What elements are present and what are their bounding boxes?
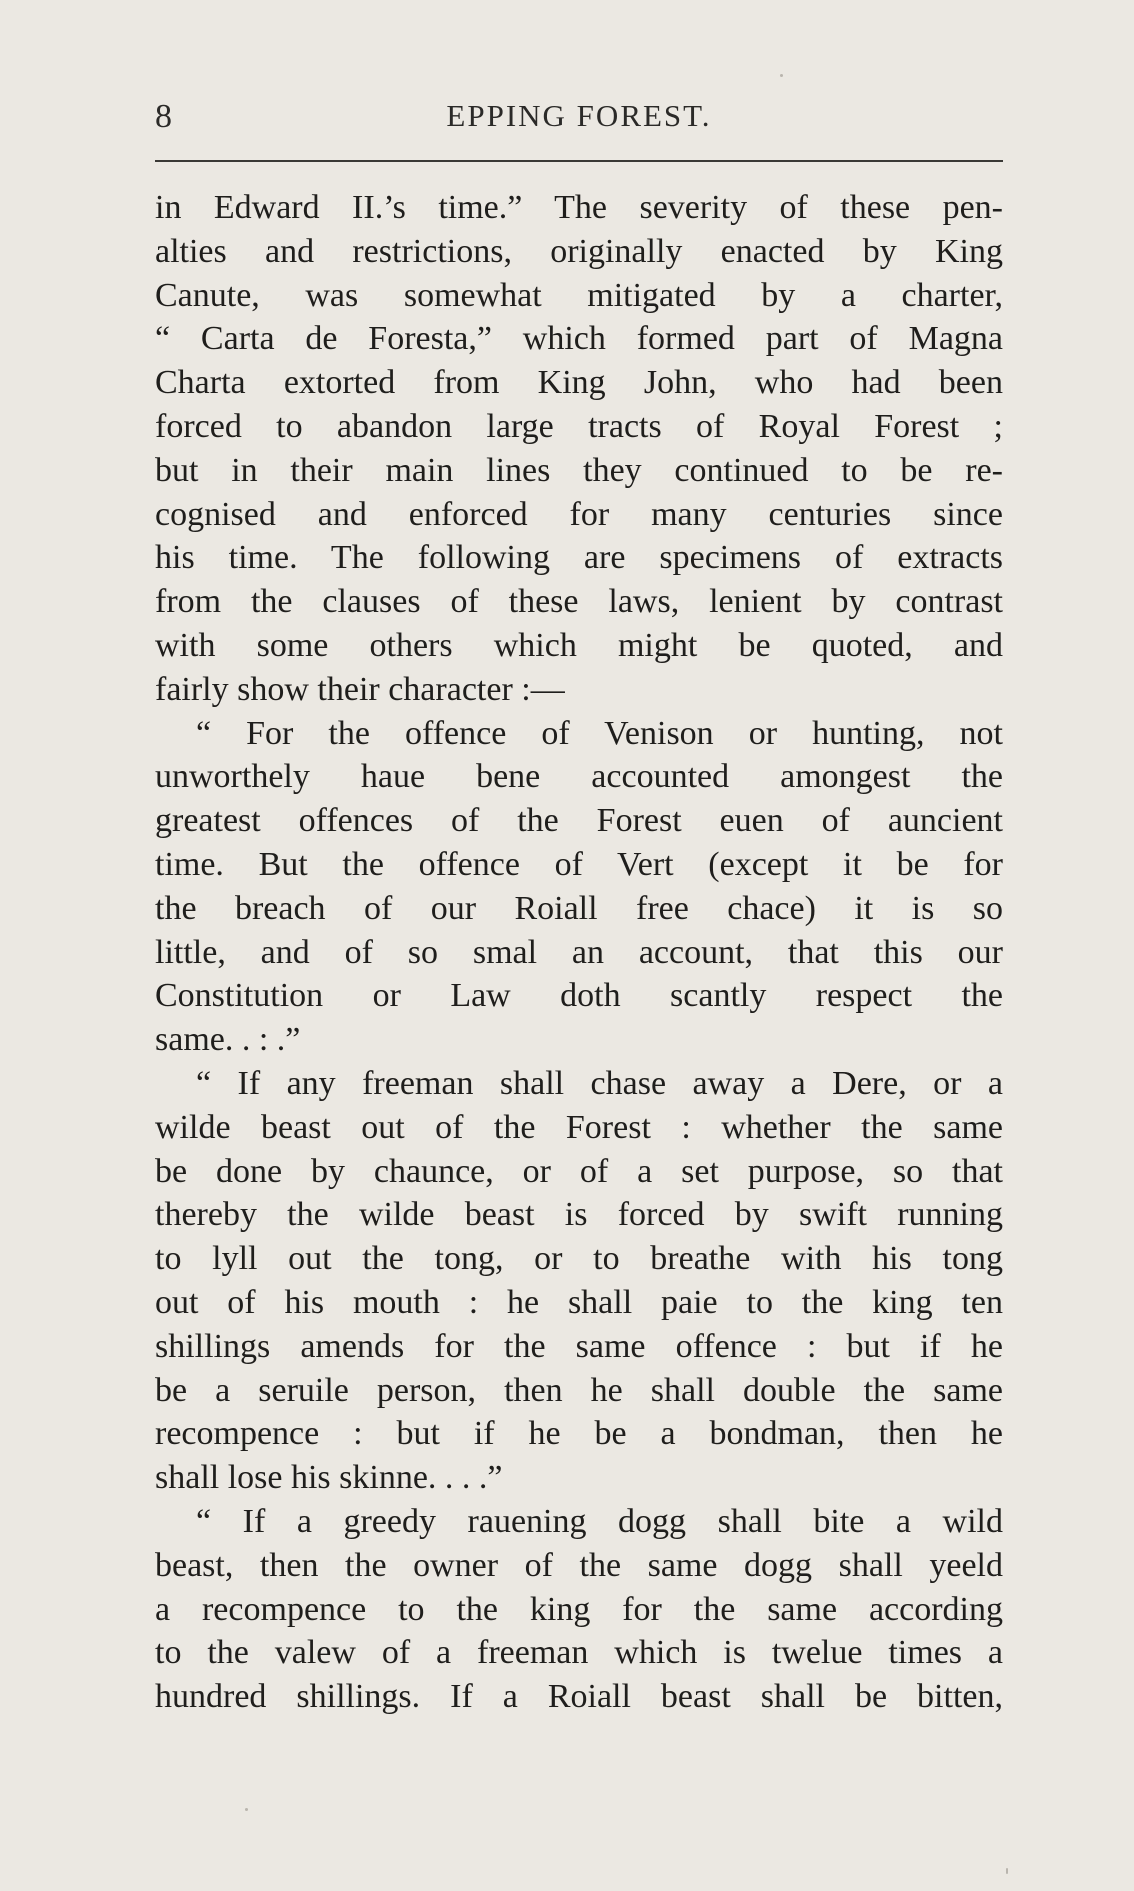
text-line: Constitution or Law doth scantly respect the xyxy=(155,977,1003,1015)
text-line: greatest offences of the Forest euen of auncient xyxy=(155,802,1003,840)
text-line: shillings amends for the same offence : but if he xyxy=(155,1327,1003,1365)
text-line: fairly show their character :— xyxy=(155,670,565,708)
text-line: Canute, was somewhat mitigated by a charter, xyxy=(155,276,1003,314)
paper-speck xyxy=(780,74,783,77)
text-line: be a seruile person, then he shall double the same xyxy=(155,1371,1003,1409)
text-line: wilde beast out of the Forest : whether the same xyxy=(155,1108,1003,1146)
running-head: EPPING FOREST. xyxy=(446,98,712,133)
text-line: his time. The following are specimens of extracts xyxy=(155,539,1003,577)
text-line: alties and restrictions, originally enacted by King xyxy=(155,232,1003,270)
text-line: shall lose his skinne. . . .” xyxy=(155,1459,503,1497)
text-line: recompence : but if he be a bondman, then he xyxy=(155,1415,1003,1453)
text-line: but in their main lines they continued to be re- xyxy=(155,451,1003,489)
body-text xyxy=(155,186,1003,1719)
text-line: to the valew of a freeman which is twelue times a xyxy=(155,1634,1003,1672)
text-line: thereby the wilde beast is forced by swift running xyxy=(155,1196,1003,1234)
text-line: time. But the offence of Vert (except it be for xyxy=(155,845,1003,883)
header-rule xyxy=(155,160,1003,162)
text-line: little, and of so smal an account, that this our xyxy=(155,933,1003,971)
text-line: the breach of our Roiall free chace) it is so xyxy=(155,889,1003,927)
text-line: beast, then the owner of the same dogg shall yeeld xyxy=(155,1546,1003,1584)
text-line: Charta extorted from King John, who had been xyxy=(155,364,1003,402)
text-line: be done by chaunce, or of a set purpose, so that xyxy=(155,1152,1003,1190)
text-line: same. . : .” xyxy=(155,1021,301,1059)
text-line: in Edward II.’s time.” The severity of these pen- xyxy=(155,189,1003,226)
paper-speck xyxy=(245,1808,248,1811)
text-line: “ For the offence of Venison or hunting, not xyxy=(196,714,1003,752)
text-line: forced to abandon large tracts of Royal Forest ; xyxy=(155,407,1003,445)
page-header xyxy=(155,94,1003,142)
text-line: with some others which might be quoted, and xyxy=(155,626,1003,664)
text-line: to lyll out the tong, or to breathe with his tong xyxy=(155,1240,1003,1278)
text-line: hundred shillings. If a Roiall beast shall be bitten, xyxy=(155,1678,1003,1716)
text-line: a recompence to the king for the same according xyxy=(155,1590,1003,1628)
text-line: “ If any freeman shall chase away a Dere, or a xyxy=(196,1064,1003,1102)
text-line: “ Carta de Foresta,” which formed part of Magna xyxy=(155,320,1003,358)
text-line: cognised and enforced for many centuries since xyxy=(155,495,1003,533)
text-line: unworthely haue bene accounted amongest the xyxy=(155,758,1003,796)
text-line: “ If a greedy rauening dogg shall bite a wild xyxy=(196,1502,1003,1540)
text-line: out of his mouth : he shall paie to the king ten xyxy=(155,1283,1003,1321)
paper-speck xyxy=(1006,1868,1008,1874)
page-number: 8 xyxy=(155,98,172,135)
text-line: from the clauses of these laws, lenient by contrast xyxy=(155,583,1003,621)
